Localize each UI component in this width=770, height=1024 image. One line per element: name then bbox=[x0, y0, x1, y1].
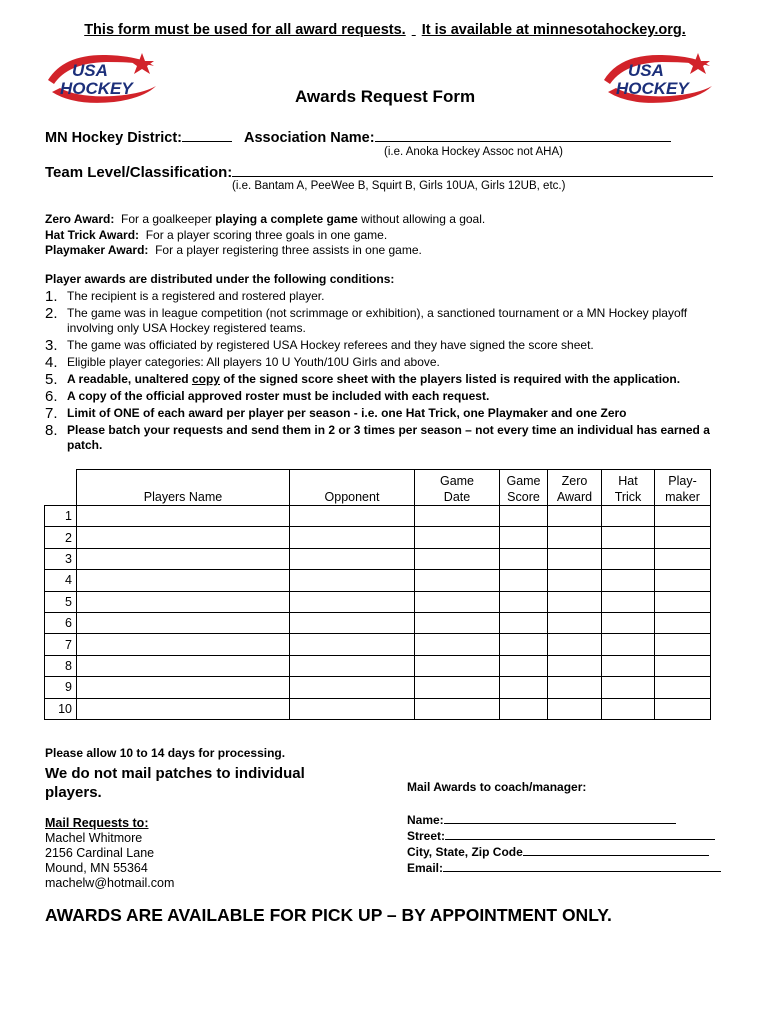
svg-text:USA: USA bbox=[628, 61, 664, 80]
processing-notice: Please allow 10 to 14 days for processing. bbox=[45, 746, 286, 760]
game-date-cell[interactable] bbox=[415, 548, 500, 569]
player-name-cell[interactable] bbox=[77, 612, 290, 633]
playmaker-cell[interactable] bbox=[655, 570, 711, 591]
player-name-cell[interactable] bbox=[77, 698, 290, 719]
player-name-cell[interactable] bbox=[77, 634, 290, 655]
player-name-cell[interactable] bbox=[77, 655, 290, 676]
opponent-cell[interactable] bbox=[290, 634, 415, 655]
awards-table bbox=[44, 469, 711, 720]
opponent-header: Opponent bbox=[290, 470, 415, 506]
playmaker-cell[interactable] bbox=[655, 591, 711, 612]
city-field[interactable] bbox=[523, 844, 709, 856]
opponent-cell[interactable] bbox=[290, 548, 415, 569]
row-number-header bbox=[45, 470, 77, 506]
playmaker-cell[interactable] bbox=[655, 548, 711, 569]
table-header-row bbox=[45, 470, 711, 506]
contact-name: Machel Whitmore bbox=[45, 831, 143, 845]
hat-trick-cell[interactable] bbox=[602, 677, 655, 698]
game-date-cell[interactable] bbox=[415, 527, 500, 548]
pickup-notice: AWARDS ARE AVAILABLE FOR PICK UP – BY APPOINTMENT ONLY. bbox=[45, 905, 612, 925]
award-conditions bbox=[45, 272, 735, 455]
hat-trick-cell[interactable] bbox=[602, 548, 655, 569]
player-name-cell[interactable] bbox=[77, 591, 290, 612]
opponent-cell[interactable] bbox=[290, 677, 415, 698]
opponent-cell[interactable] bbox=[290, 506, 415, 527]
condition-item: 4. Eligible player categories: All players 10 U Youth/10U Girls and above. bbox=[45, 354, 440, 371]
game-score-cell[interactable] bbox=[500, 506, 548, 527]
no-mail-notice-line1: We do not mail patches to individual bbox=[45, 765, 305, 782]
association-field[interactable] bbox=[375, 127, 671, 142]
game-score-cell[interactable] bbox=[500, 634, 548, 655]
playmaker-cell[interactable] bbox=[655, 655, 711, 676]
award-definitions bbox=[45, 212, 485, 259]
hat-trick-cell[interactable] bbox=[602, 570, 655, 591]
table-row: 6 bbox=[45, 612, 711, 633]
street-field[interactable] bbox=[445, 828, 715, 840]
game-date-cell[interactable] bbox=[415, 655, 500, 676]
game-score-cell[interactable] bbox=[500, 655, 548, 676]
association-hint: (i.e. Anoka Hockey Assoc not AHA) bbox=[384, 146, 563, 158]
game-date-cell[interactable] bbox=[415, 612, 500, 633]
playmaker-cell[interactable] bbox=[655, 698, 711, 719]
team-level-hint: (i.e. Bantam A, PeeWee B, Squirt B, Girls 10UA, Girls 12UB, etc.) bbox=[232, 180, 566, 192]
zero-award-cell[interactable] bbox=[548, 591, 602, 612]
playmaker-header: Play- maker bbox=[655, 470, 711, 506]
svg-text:HOCKEY: HOCKEY bbox=[60, 79, 133, 98]
no-mail-notice-line2: players. bbox=[45, 784, 102, 801]
zero-award-cell[interactable] bbox=[548, 506, 602, 527]
player-name-cell[interactable] bbox=[77, 570, 290, 591]
player-name-cell[interactable] bbox=[77, 677, 290, 698]
hat-trick-cell[interactable] bbox=[602, 591, 655, 612]
condition-item: 8. Please batch your requests and send them in 2 or 3 times per season – not every time an individual has earned a patch. bbox=[45, 422, 710, 452]
district-label: MN Hockey District: bbox=[45, 130, 182, 146]
hat-trick-cell[interactable] bbox=[602, 506, 655, 527]
zero-award-header: Zero Award bbox=[548, 470, 602, 506]
game-score-cell[interactable] bbox=[500, 570, 548, 591]
email-row: Email: bbox=[407, 860, 721, 876]
city-row: City, State, Zip Code bbox=[407, 844, 721, 860]
condition-item: 1. The recipient is a registered and rostered player. bbox=[45, 288, 325, 305]
game-score-cell[interactable] bbox=[500, 698, 548, 719]
team-level-field[interactable] bbox=[232, 162, 713, 177]
game-date-cell[interactable] bbox=[415, 698, 500, 719]
hat-trick-cell[interactable] bbox=[602, 527, 655, 548]
player-name-cell[interactable] bbox=[77, 548, 290, 569]
condition-item: 5. A readable, unaltered copy of the signed score sheet with the players listed is required with the application. bbox=[45, 371, 681, 388]
form-title: Awards Request Form bbox=[294, 87, 476, 106]
table-row: 3 bbox=[45, 548, 711, 569]
hat-trick-header: Hat Trick bbox=[602, 470, 655, 506]
game-score-cell[interactable] bbox=[500, 677, 548, 698]
hat-trick-cell[interactable] bbox=[602, 612, 655, 633]
svg-text:HOCKEY: HOCKEY bbox=[616, 79, 689, 98]
game-score-cell[interactable] bbox=[500, 548, 548, 569]
contact-email: machelw@hotmail.com bbox=[45, 876, 175, 890]
table-row: 5 bbox=[45, 591, 711, 612]
condition-item: 6. A copy of the official approved roster must be included with each request. bbox=[45, 388, 490, 405]
table-row: 9 bbox=[45, 677, 711, 698]
zero-award-cell[interactable] bbox=[548, 655, 602, 676]
street-row: Street: bbox=[407, 828, 721, 844]
mail-awards-label: Mail Awards to coach/manager: bbox=[407, 780, 587, 794]
game-score-cell[interactable] bbox=[500, 591, 548, 612]
game-date-cell[interactable] bbox=[415, 570, 500, 591]
playmaker-cell[interactable] bbox=[655, 612, 711, 633]
playmaker-cell[interactable] bbox=[655, 634, 711, 655]
playmaker-cell[interactable] bbox=[655, 677, 711, 698]
game-date-cell[interactable] bbox=[415, 634, 500, 655]
opponent-cell[interactable] bbox=[290, 527, 415, 548]
game-date-header: Game Date bbox=[415, 470, 500, 506]
opponent-cell[interactable] bbox=[290, 655, 415, 676]
mail-awards-section bbox=[407, 780, 721, 876]
table-row: 8 bbox=[45, 655, 711, 676]
team-level-label: Team Level/Classification: bbox=[45, 164, 233, 181]
contact-street: 2156 Cardinal Lane bbox=[45, 846, 155, 860]
zero-award-cell[interactable] bbox=[548, 570, 602, 591]
notice-form-required: This form must be used for all award requests. bbox=[84, 22, 406, 38]
player-name-cell[interactable] bbox=[77, 527, 290, 548]
mail-requests-label: Mail Requests to: bbox=[45, 816, 149, 830]
game-date-cell[interactable] bbox=[415, 506, 500, 527]
name-field[interactable] bbox=[444, 812, 676, 824]
hat-trick-award-definition: Hat Trick Award: For a player scoring three goals in one game. bbox=[45, 227, 388, 242]
table-row: 7 bbox=[45, 634, 711, 655]
table-row: 10 bbox=[45, 698, 711, 719]
opponent-cell[interactable] bbox=[290, 698, 415, 719]
mail-requests-section bbox=[45, 746, 305, 891]
notice-availability: It is available at minnesotahockey.org. bbox=[421, 22, 686, 38]
condition-item: 2. The game was in league competition (not scrimmage or exhibition), a sanctioned tournament or a MN Hockey playoff involving only USA Hockey registered teams. bbox=[45, 305, 688, 335]
opponent-cell[interactable] bbox=[290, 612, 415, 633]
top-notice bbox=[0, 22, 770, 38]
condition-item: 3. The game was officiated by registered USA Hockey referees and they have signed the score sheet. bbox=[45, 337, 594, 354]
zero-award-definition: Zero Award: For a goalkeeper playing a complete game without allowing a goal. bbox=[45, 212, 486, 226]
name-row: Name: bbox=[407, 812, 721, 828]
zero-award-cell[interactable] bbox=[548, 527, 602, 548]
game-score-cell[interactable] bbox=[500, 612, 548, 633]
game-score-cell[interactable] bbox=[500, 527, 548, 548]
zero-award-cell[interactable] bbox=[548, 698, 602, 719]
player-name-cell[interactable] bbox=[77, 506, 290, 527]
game-date-cell[interactable] bbox=[415, 591, 500, 612]
zero-award-cell[interactable] bbox=[548, 612, 602, 633]
game-date-cell[interactable] bbox=[415, 677, 500, 698]
team-level-row bbox=[45, 162, 713, 181]
game-score-header: Game Score bbox=[500, 470, 548, 506]
contact-city: Mound, MN 55364 bbox=[45, 861, 148, 875]
playmaker-cell[interactable] bbox=[655, 527, 711, 548]
svg-text:USA: USA bbox=[72, 61, 108, 80]
zero-award-cell[interactable] bbox=[548, 548, 602, 569]
hat-trick-cell[interactable] bbox=[602, 634, 655, 655]
district-field[interactable] bbox=[182, 127, 232, 142]
conditions-heading: Player awards are distributed under the following conditions: bbox=[45, 272, 395, 286]
hat-trick-cell[interactable] bbox=[602, 698, 655, 719]
table-row: 1 bbox=[45, 506, 711, 527]
opponent-cell[interactable] bbox=[290, 570, 415, 591]
playmaker-cell[interactable] bbox=[655, 506, 711, 527]
opponent-cell[interactable] bbox=[290, 591, 415, 612]
hat-trick-cell[interactable] bbox=[602, 655, 655, 676]
email-field[interactable] bbox=[443, 860, 721, 872]
table-row: 2 bbox=[45, 527, 711, 548]
table-row: 4 bbox=[45, 570, 711, 591]
players-name-header: Players Name bbox=[77, 470, 290, 506]
zero-award-cell[interactable] bbox=[548, 634, 602, 655]
condition-item: 7. Limit of ONE of each award per player per season - i.e. one Hat Trick, one Playmaker and one Zero bbox=[45, 405, 627, 422]
district-association-row bbox=[45, 127, 671, 146]
zero-award-cell[interactable] bbox=[548, 677, 602, 698]
copy-emphasis: copy bbox=[191, 372, 220, 386]
association-label: Association Name: bbox=[244, 130, 375, 146]
playmaker-award-definition: Playmaker Award: For a player registering three assists in one game. bbox=[45, 243, 422, 257]
